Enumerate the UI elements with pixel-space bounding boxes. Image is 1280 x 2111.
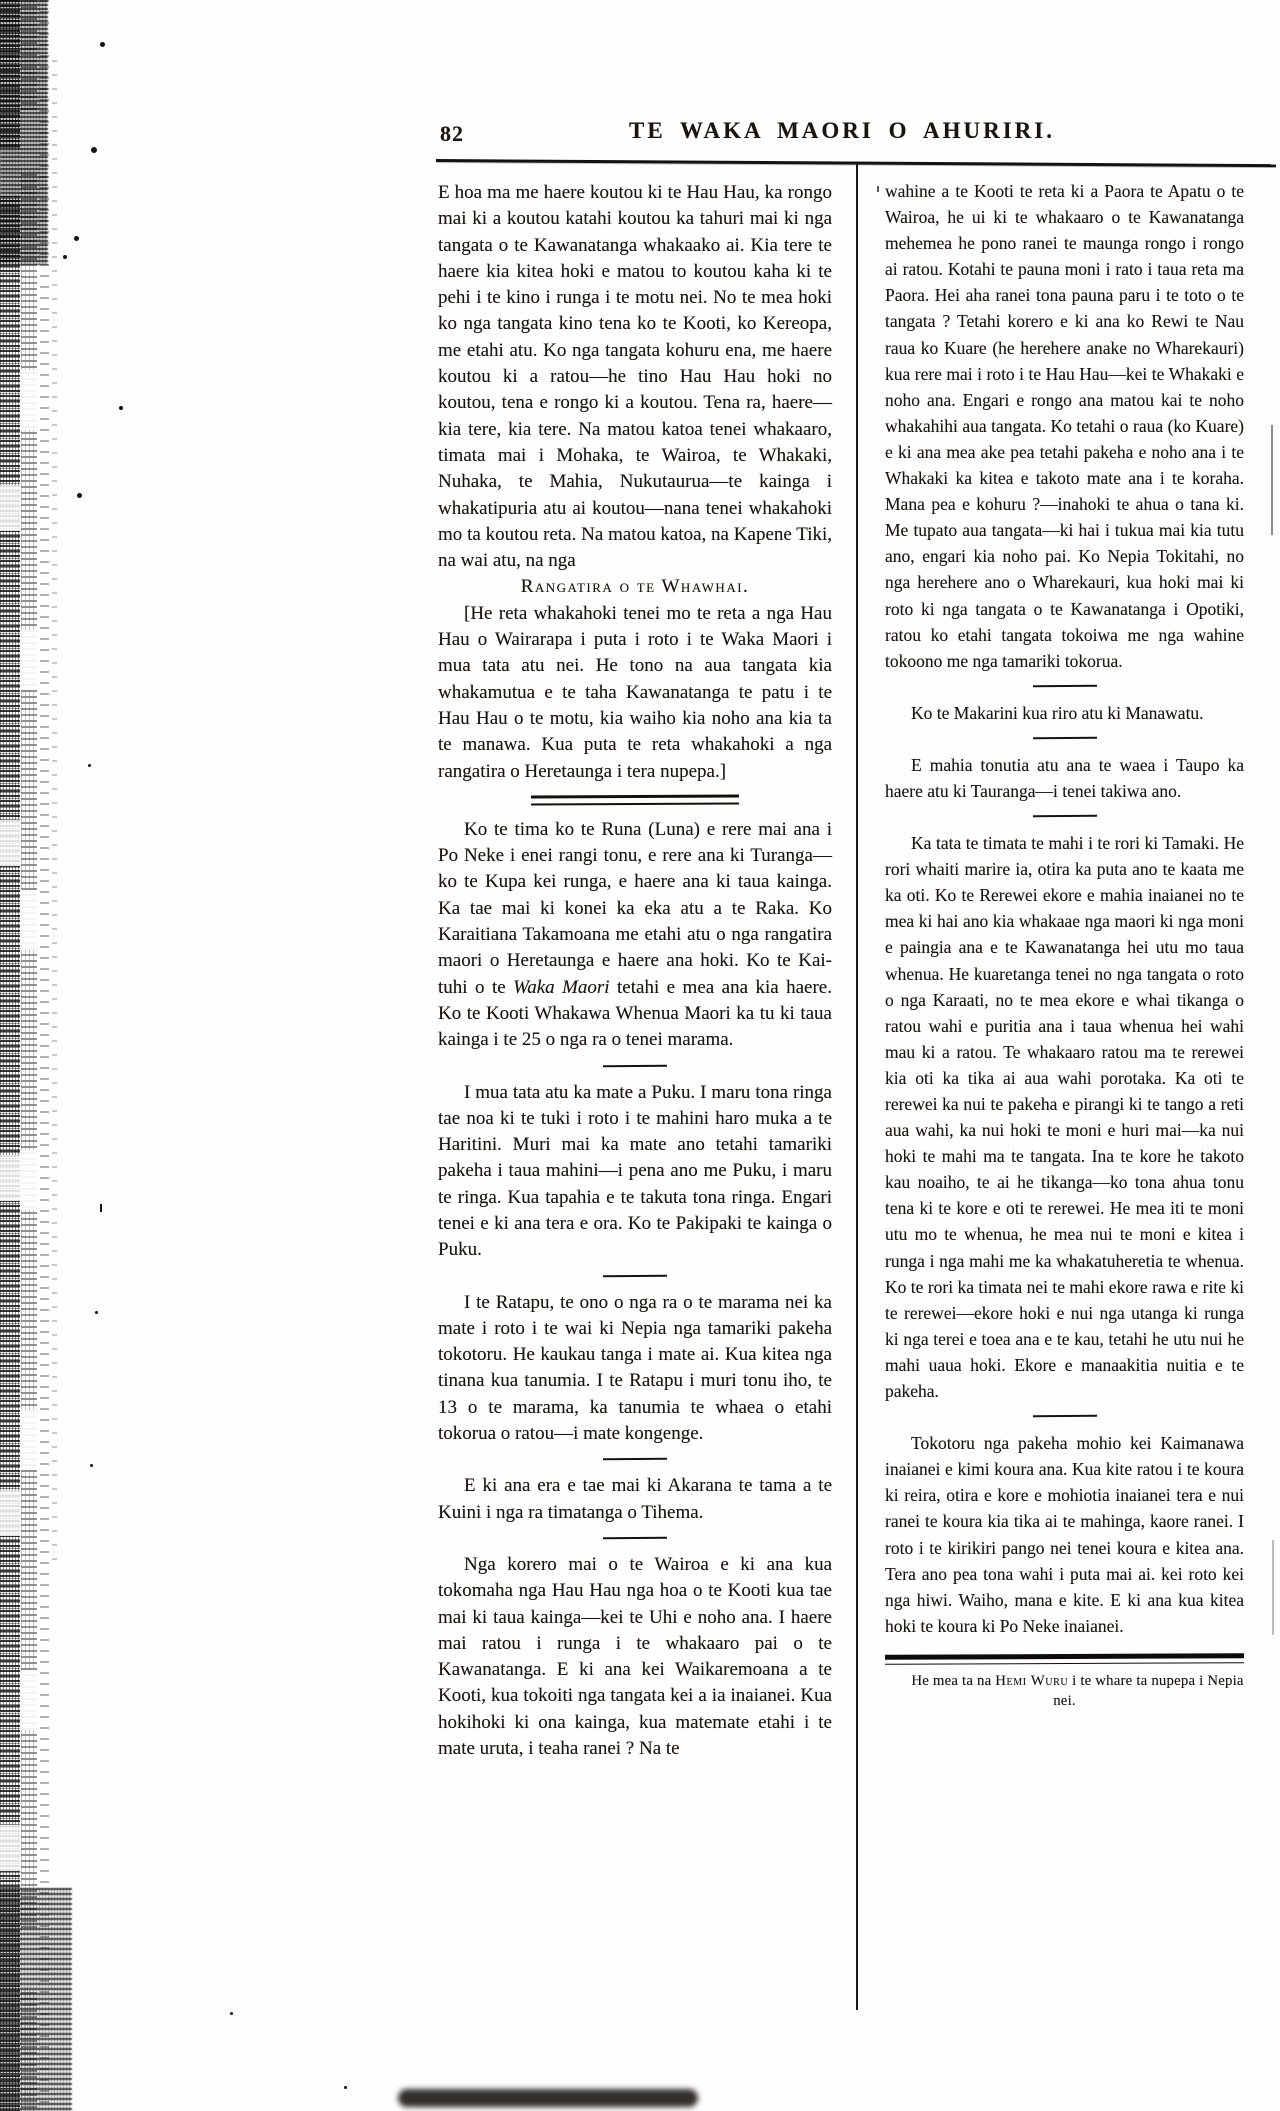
article-paragraph: E ki ana era e tae mai ki Akarana te tama a te Kuini i nga ra timatanga o Tihema. bbox=[438, 1475, 832, 1523]
ink-speck bbox=[344, 2086, 347, 2089]
left-edge-noise bbox=[0, 0, 20, 2111]
column-divider-rule bbox=[856, 164, 858, 2010]
newspaper-title: TE WAKA MAORI O AHURIRI. bbox=[629, 118, 1055, 143]
article-paragraph: E mahia tonutia atu ana te waea i Taupo ka haere atu ki Tauranga—i tenei takiwa ano. bbox=[885, 754, 1244, 801]
page-edge-line bbox=[1272, 1540, 1274, 1635]
ink-speck bbox=[230, 2012, 233, 2015]
section-divider-rule bbox=[603, 1064, 667, 1066]
ink-speck bbox=[88, 764, 91, 767]
left-edge-noise bbox=[21, 0, 37, 2111]
section-heading: Rangatira o te Whawhai. bbox=[520, 576, 750, 598]
page-edge-line bbox=[1271, 425, 1273, 535]
ink-speck bbox=[100, 42, 105, 47]
right-column bbox=[885, 178, 1244, 1711]
printer-colophon bbox=[885, 1671, 1244, 1711]
section-divider-rule bbox=[1032, 815, 1096, 817]
colophon-text: i te whare ta nupepa i Nepia nei. bbox=[1053, 1672, 1244, 1709]
article-paragraph: Tokotoru nga pakeha mohio kei Kaimanawa inaianei e kimi koura ana. Kua kite ratou i te koura ki reira, otira e kore e mohiotia inaianei tera e nui ranei te koura kia tika ai te mahinga, kaore ranei. I roto i te kirikiri pango nei tenei koura e kitea ana. Tera ano pea tona wahi i puta mai ai. kei roto kei nga hiwi. Waiho, mana e kite. E ki ana kua kitea hoki te koura ki Po Neke inaianei. bbox=[885, 1433, 1244, 1636]
article-paragraph: I te Ratapu, te ono o nga ra o te marama nei ka mate i roto i te wai ki Nepia nga tamariki pakeha tokotoru. He kaukau tanga i mate ai. Kua kitea nga tinana kua tanumia. I te Ratapu i muri tonu iho, te 13 o te marama, ka tanumia te whaea o etahi tokorua o ratou—i mate kongenge. bbox=[438, 1291, 832, 1445]
ink-speck bbox=[119, 406, 123, 410]
paragraph-text: tetahi e mea ana kia haere. Ko te Kooti Whakawa Whenua Maori ka tu ki taua kainga i te 25 o nga ra o tenei marama. bbox=[438, 976, 832, 1051]
ink-speck bbox=[74, 236, 79, 241]
ink-speck bbox=[63, 255, 67, 259]
section-divider-rule bbox=[603, 1274, 667, 1276]
article-paragraph: [He reta whakahoki tenei mo te reta a nga Hau Hau o Wairarapa i puta i roto i te Waka Maori i mua tata atu nei. He tono na aua tangata kia whakamutua e te taha Kawanatanga te patu i te Hau Hau o te motu, kia waiho kia noho ana kia ta te manawa. Kua puta te reta whakahoki a nga rangatira o Heretaunga i tera nupepa.] bbox=[438, 602, 832, 782]
ink-speck bbox=[100, 1204, 102, 1212]
section-divider-rule bbox=[1032, 737, 1096, 739]
section-divider-double-rule bbox=[531, 794, 739, 805]
article-paragraph: I mua tata atu ka mate a Puku. I maru tona ringa tae noa ki te tuki i roto i te mahini haro muka a te Haritini. Muri mai ka mate ano tetahi tamariki pakeha i taua mahini—i pena ano me Puku, i maru te ringa. Kua tapahia e te takuta tona ringa. Engari tenei e ki ana tera e ora. Ko te Pakipaki te kainga o Puku. bbox=[438, 1081, 832, 1261]
article-paragraph: Ko te Makarini kua riro atu ki Manawatu. bbox=[911, 702, 1204, 723]
scan-smudge bbox=[398, 2089, 698, 2107]
article-paragraph bbox=[438, 817, 832, 1054]
left-edge-noise bbox=[52, 60, 57, 1560]
section-divider-rule bbox=[1032, 685, 1096, 687]
waka-maori-italic: Waka Maori bbox=[513, 976, 610, 998]
article-paragraph: Nga korero mai o te Wairoa e ki ana kua tokomaha nga Hau Hau nga hoa o te Kooti kua tae mai ki taua kainga—kei te Uhi e noho ana. I haere mai ratou i runga i te whakaaro pai o te Kawanatanga. E ki ana kei Waikaremoana a te Kooti, kua tokoiti nga tangata kei a ia inaianei. Kua hokihoki ki ona kainga, kua matemate etahi i te mate uruta, i teaha ranei ? Na te bbox=[438, 1553, 832, 1760]
article-paragraph: wahine a te Kooti te reta ki a Paora te Apatu o te Wairoa, he ui ki te whakaaro o te Kawanatanga mehemea he pono ranei te maunga rongo i rongo ai ratou. Kotahi te pauna moni i rato i taua reta ma Paora. Hei aha ranei tona pauna paru i te toto o te tangata ? Tetahi korero e ki ana ko Rewi te Nau raua ko Kuare (he herehere anake no Wharekauri) kua rere mai i roto i te Hau Hau—kei te Whakaki e noho ana. Engari e rongo ana matou kai te noho whakahihi aua tangata. Ko tetahi o raua (ko Kuare) e ki ana mea ake pea tetahi pakeha e noho ana i te Whakaki ka kitea e takoto mate ana i te koraha. Mana pea e kohuru ?—inahoki te ahua o tana ki. Me tupato aua tangata—ki hai i tukua mai kia tutu ano, engari kia noho pai. Ko Nepia Tokitahi, no nga herehere ano o Wharekauri, kua hoki mai ki roto ki nga tangata o te Kawanatanga i Opotiki, ratou ko etahi tangata tokoiwa me nga wahine tokoono me nga tamariki tokorua. bbox=[885, 181, 1244, 671]
article-paragraph: E hoa ma me haere koutou ki te Hau Hau, ka rongo mai ki a koutou katahi koutou ka tahuri mai ki nga tangata o te Kawanatanga whakaako ai. Kia tere te haere kia kitea hoki e matou to koutou kaha ki te pehi i te kino i runga i te motu nei. No te mea hoki ko nga tangata kino tena ko te Kooti, ko Kereopa, me etahi atu. Ko nga tangata kohuru ena, me haere koutou ki a ratou—he tino Hau Hau hoki no koutou, tena e rongo ki a koutou. Tena ra, haere—kia tere, kia tere. Na matou katoa tenei whakaaro, timata mai i Mohaka, te Wairoa, te Whakaki, Nuhaka, te Mahia, Nukutaurua—te kainga i whakatipuria atu ai koutou—nana tenei whakahoki mo ta koutou reta. Na matou katoa, na Kapene Tiki, na wai atu, na nga bbox=[438, 182, 832, 572]
scan-smudge bbox=[0, 1888, 72, 2111]
page-number: 82 bbox=[440, 121, 464, 146]
ink-speck bbox=[90, 1464, 93, 1467]
left-column bbox=[438, 180, 832, 1762]
colophon-text: He mea ta na bbox=[911, 1672, 996, 1689]
colophon-rule bbox=[885, 1653, 1244, 1665]
left-edge-noise bbox=[40, 0, 49, 2111]
paragraph-text: Ko te tima ko te Runa (Luna) e rere mai ana i Po Neke i enei rangi tonu, e rere ana ki Turanga— ko te Kupa kei runga, e haere ana ki taua kainga. Ka tae mai ki konei ka eka atu a te Raka. Ko Karaitiana Takamoana me etahi atu o nga rangatira maori o Heretaunga e haere ana hoki. Ko te Kai-tuhi o te bbox=[438, 818, 832, 998]
ink-speck bbox=[95, 1311, 98, 1314]
article-paragraph: Ka tata te timata te mahi i te rori ki Tamaki. He rori whaiti marire ia, otira ka puta ano te kaata me ka oti. Ko te Rerewei ekore e mahia inaianei no te mea ki hai ano kia whakaae nga maori ki nga moni e paingia ana e te Kawanatanga hei utu mo taua whenua. He kuaretanga tenei no nga tangata o roto o nga Karaati, no te mea ekore e whai tikanga o ratou wahi e puritia ana i taua whenua hei wahi mau ki a ratou. Te whakaaro ratou ma te rerewei kia oti ka tika ai aua wahi porotaka. Ka oti te rerewei ka nui te pakeha e pirangi ki te tango a reti aua wahi, ka nui hoki te moni e huri mai—ka nui hoki te mahi ma te tangata. Ina te kore he takoto kau noaiho, te ai he tikanga—ko tona ahua tonu tena ki te kore e oti te rerewei. He mea iti te moni utu mo te whenua, he mea nui te moni e kitea i runga i nga mahi me ka whakatuheretia te whenua. Ko te rori ka timata nei te mahi ekore rawa e rite ki te rerewei—ekore hoki e nui nga utanga ki runga ki nga terei e toea ana e te kau, tetahi he utu nui he mahi uaua hoki. Ekore e manaakitia nuitia e te pakeha. bbox=[885, 833, 1244, 1402]
scan-smudge bbox=[0, 0, 48, 265]
ink-speck bbox=[77, 493, 82, 498]
ink-speck bbox=[877, 186, 879, 192]
ink-speck bbox=[91, 147, 97, 153]
section-divider-rule bbox=[603, 1458, 667, 1460]
section-divider-rule bbox=[603, 1537, 667, 1539]
section-divider-rule bbox=[1032, 1415, 1096, 1417]
printer-name: Hemi Wuru bbox=[995, 1672, 1069, 1689]
